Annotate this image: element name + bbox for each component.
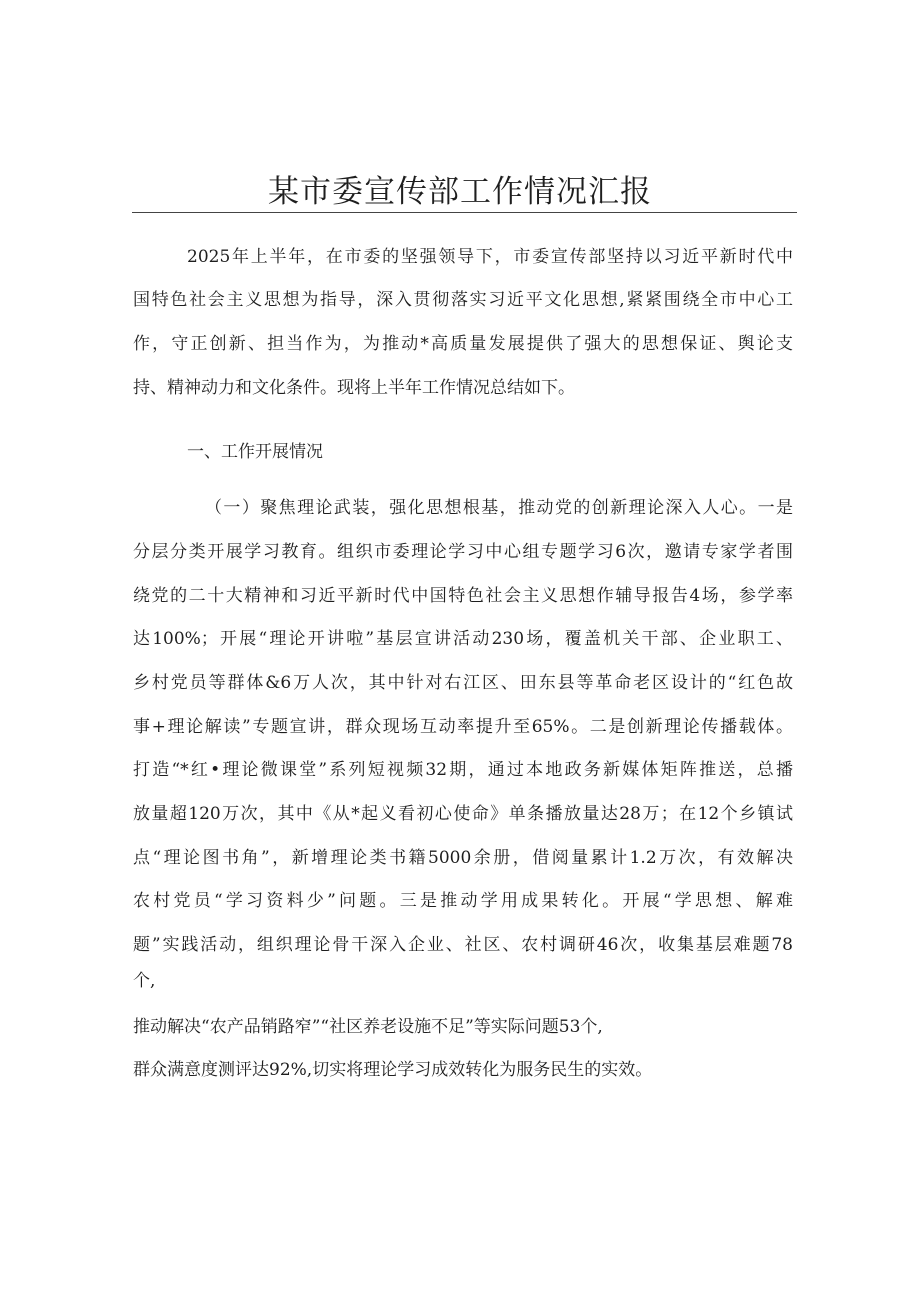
section-heading: 一、工作开展情况 bbox=[187, 442, 323, 462]
intro-line-1: 2025年上半年，在市委的坚强领导下，市委宣传部坚持以习近平新时代中 bbox=[187, 247, 793, 267]
subsection-line-3: 绕党的二十大精神和习近平新时代中国特色社会主义思想作辅导报告4场，参学率 bbox=[133, 586, 793, 606]
subsection-line-6: 事+理论解读”专题宣讲，群众现场互动率提升至65%。二是创新理论传播载体。 bbox=[133, 717, 793, 737]
document-title: 某市委宣传部工作情况汇报 bbox=[268, 174, 652, 210]
title-underline bbox=[132, 212, 797, 213]
intro-line-2: 国特色社会主义思想为指导，深入贯彻落实习近平文化思想,紧紧围绕全市中心工 bbox=[133, 290, 793, 310]
subsection-line-7: 打造“*红•理论微课堂”系列短视频32期，通过本地政务新媒体矩阵推送，总播 bbox=[133, 760, 793, 780]
subsection-line-13: 推动解决“农产品销路窄”“社区养老设施不足”等实际问题53个, bbox=[133, 1017, 603, 1037]
intro-line-4: 持、精神动力和文化条件。现将上半年工作情况总结如下。 bbox=[133, 378, 575, 398]
subsection-line-8: 放量超120万次，其中《从*起义看初心使命》单条播放量达28万；在12个乡镇试 bbox=[133, 804, 793, 824]
subsection-line-11: 题”实践活动，组织理论骨干深入企业、社区、农村调研46次，收集基层难题78 bbox=[133, 935, 793, 955]
subsection-line-14: 群众满意度测评达92%,切实将理论学习成效转化为服务民生的实效。 bbox=[133, 1060, 653, 1080]
subsection-line-4: 达100%；开展“理论开讲啦”基层宣讲活动230场，覆盖机关干部、企业职工、 bbox=[133, 629, 793, 649]
intro-line-3: 作，守正创新、担当作为，为推动*高质量发展提供了强大的思想保证、舆论支 bbox=[133, 334, 793, 354]
subsection-line-10: 农村党员“学习资料少”问题。三是推动学用成果转化。开展“学思想、解难 bbox=[133, 891, 793, 911]
subsection-line-2: 分层分类开展学习教育。组织市委理论学习中心组专题学习6次，邀请专家学者围 bbox=[133, 542, 793, 562]
subsection-line-5: 乡村党员等群体&6万人次，其中针对右江区、田东县等革命老区设计的“红色故 bbox=[133, 673, 793, 693]
subsection-line-9: 点“理论图书角”，新增理论类书籍5000余册，借阅量累计1.2万次，有效解决 bbox=[133, 848, 793, 868]
subsection-line-1: （一）聚焦理论武装，强化思想根基，推动党的创新理论深入人心。一是 bbox=[205, 498, 793, 518]
subsection-line-12: 个, bbox=[133, 971, 156, 991]
